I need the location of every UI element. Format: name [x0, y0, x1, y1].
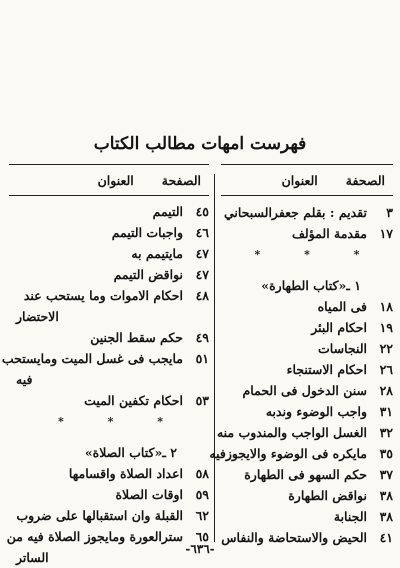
entry-title: فيه: [16, 372, 33, 387]
section-separator: * * *: [58, 415, 183, 428]
entry-page-number: ٤٧: [195, 246, 209, 261]
entry-title: اوقات الصلاة: [115, 487, 183, 502]
entry-page-number: ٤٨: [195, 288, 209, 303]
entry-page-number: ٤١: [379, 530, 393, 545]
right-column-header: [221, 164, 393, 196]
toc-entry: [221, 485, 393, 506]
toc-entry: [216, 422, 393, 443]
entry-title: واجب الوضوء وندبه: [265, 404, 367, 419]
entry-page-number: ٥٣: [195, 393, 209, 408]
entry-page-number: ٢٦: [379, 362, 393, 377]
entry-title: الحيض والاستحاضة والنفاس: [221, 530, 367, 545]
entry-page-number: ٥٩: [195, 487, 209, 502]
entry-title: احكام الاستنجاء: [286, 362, 367, 377]
entry-page-number: ١٧: [379, 226, 393, 241]
entry-title: احكام الاموات وما يستحب عند: [23, 288, 183, 303]
entry-title: فى المياه: [317, 299, 367, 314]
entry-page-number: ٣٧: [379, 467, 393, 482]
toc-entry: [12, 243, 209, 264]
toc-entry: [1, 348, 209, 369]
section-title: ٢ ـ«كتاب الصلاة»: [84, 445, 177, 460]
entry-page-number: ٤٦: [195, 225, 209, 240]
page-title: فهرست امهات مطالب الكتاب: [93, 134, 307, 154]
section-heading: [12, 442, 209, 463]
entry-page-number: ٣٨: [379, 488, 393, 503]
toc-entry: [221, 338, 393, 359]
entry-title: مقدمة المؤلف: [291, 226, 367, 241]
toc-entry: [12, 222, 209, 243]
entry-page-number: ٣٢: [379, 425, 393, 440]
entry-title: النجاسات: [318, 341, 367, 356]
toc-entry: [221, 464, 393, 485]
toc-entry: [221, 317, 393, 338]
section-separator: * * *: [254, 248, 380, 261]
entry-title: تقديم : بقلم جعفرالسبحاني: [223, 205, 367, 220]
entry-page-number: ٣٨: [379, 509, 393, 524]
toc-entry: [12, 285, 209, 306]
entry-title: احكام البئر: [311, 320, 367, 335]
entry-title: نواقض الطهارة: [288, 488, 367, 503]
entry-title: اعداد الصلاة واقسامها: [68, 466, 183, 481]
entry-page-number: ٥١: [195, 351, 209, 366]
entry-page-number: ٤٥: [195, 204, 209, 219]
toc-entry: [12, 327, 209, 348]
entry-title: مايجب فى غسل الميت ومايستحب: [1, 351, 183, 366]
entry-page-number: ٥٨: [195, 466, 209, 481]
toc-entry: [12, 264, 209, 285]
toc-entry: [12, 505, 209, 526]
toc-entry: [209, 443, 393, 464]
entry-title: مايتيمم به: [131, 246, 183, 261]
section-heading: [221, 275, 393, 296]
toc-entry: [221, 506, 393, 527]
page-number: -٦٣٦-: [185, 542, 215, 556]
section-title: ١ ـ«كتاب الطهارة»: [261, 278, 361, 293]
entry-page-number: ٦٥: [195, 529, 209, 544]
right-column-entries: [209, 202, 393, 548]
entry-title: الاحتضار: [16, 309, 59, 324]
entry-page-number: ٢٢: [379, 341, 393, 356]
entry-title: نواقض التيمم: [113, 267, 183, 282]
entry-title: التيمم: [152, 204, 183, 219]
entry-title: القبلة وان استقبالها على ضروب: [16, 508, 183, 523]
toc-entry: [221, 202, 393, 223]
entry-page-number: ٦٢: [195, 508, 209, 523]
entry-page-number: ١٩: [379, 320, 393, 335]
toc-entry: [221, 401, 393, 422]
entry-title: واجبات التيمم: [111, 225, 183, 240]
entry-page-number: ٣٥: [379, 446, 393, 461]
title-column-label: العنوان: [281, 172, 318, 188]
toc-entry: [221, 359, 393, 380]
entry-title: سترالعورة ومايجوز الصلاة فيه من: [6, 529, 183, 544]
toc-entry: [12, 484, 209, 505]
entry-title: حكم السهو فى الطهارة: [244, 467, 367, 482]
toc-entry-continuation: [12, 306, 209, 327]
entry-title: الغسل الواجب والمندوب منه: [216, 425, 367, 440]
entry-title: الجنابة: [333, 509, 367, 524]
entry-page-number: ١٨: [379, 299, 393, 314]
toc-entry: [12, 463, 209, 484]
title-column-label: العنوان: [97, 172, 134, 188]
spacer: [221, 265, 393, 275]
toc-entry: [12, 201, 209, 222]
column-divider: [214, 174, 215, 542]
spacer: [12, 432, 209, 442]
entry-title: مايكره فى الوضوء والايجوزفيه: [209, 446, 367, 461]
page-column-label: الصفحة: [161, 172, 201, 188]
entry-page-number: ٤٧: [195, 267, 209, 282]
left-column-header: [9, 164, 209, 196]
left-column-entries: [1, 201, 209, 568]
entry-page-number: ٣: [386, 205, 393, 220]
entry-title: احكام تكفين الميت: [84, 393, 183, 408]
toc-entry: [221, 380, 393, 401]
entry-title: الساتر: [16, 550, 49, 565]
entry-page-number: ٢٨: [379, 383, 393, 398]
toc-entry: [221, 296, 393, 317]
toc-entry-continuation: [12, 369, 209, 390]
entry-page-number: ٤٩: [195, 330, 209, 345]
entry-title: حكم سقط الجنين: [90, 330, 183, 345]
toc-entry: [12, 390, 209, 411]
entry-title: سنن الدخول فى الحمام: [242, 383, 367, 398]
page-column-label: الصحفة: [345, 172, 385, 188]
toc-entry: [221, 223, 393, 244]
entry-page-number: ٣١: [379, 404, 393, 419]
